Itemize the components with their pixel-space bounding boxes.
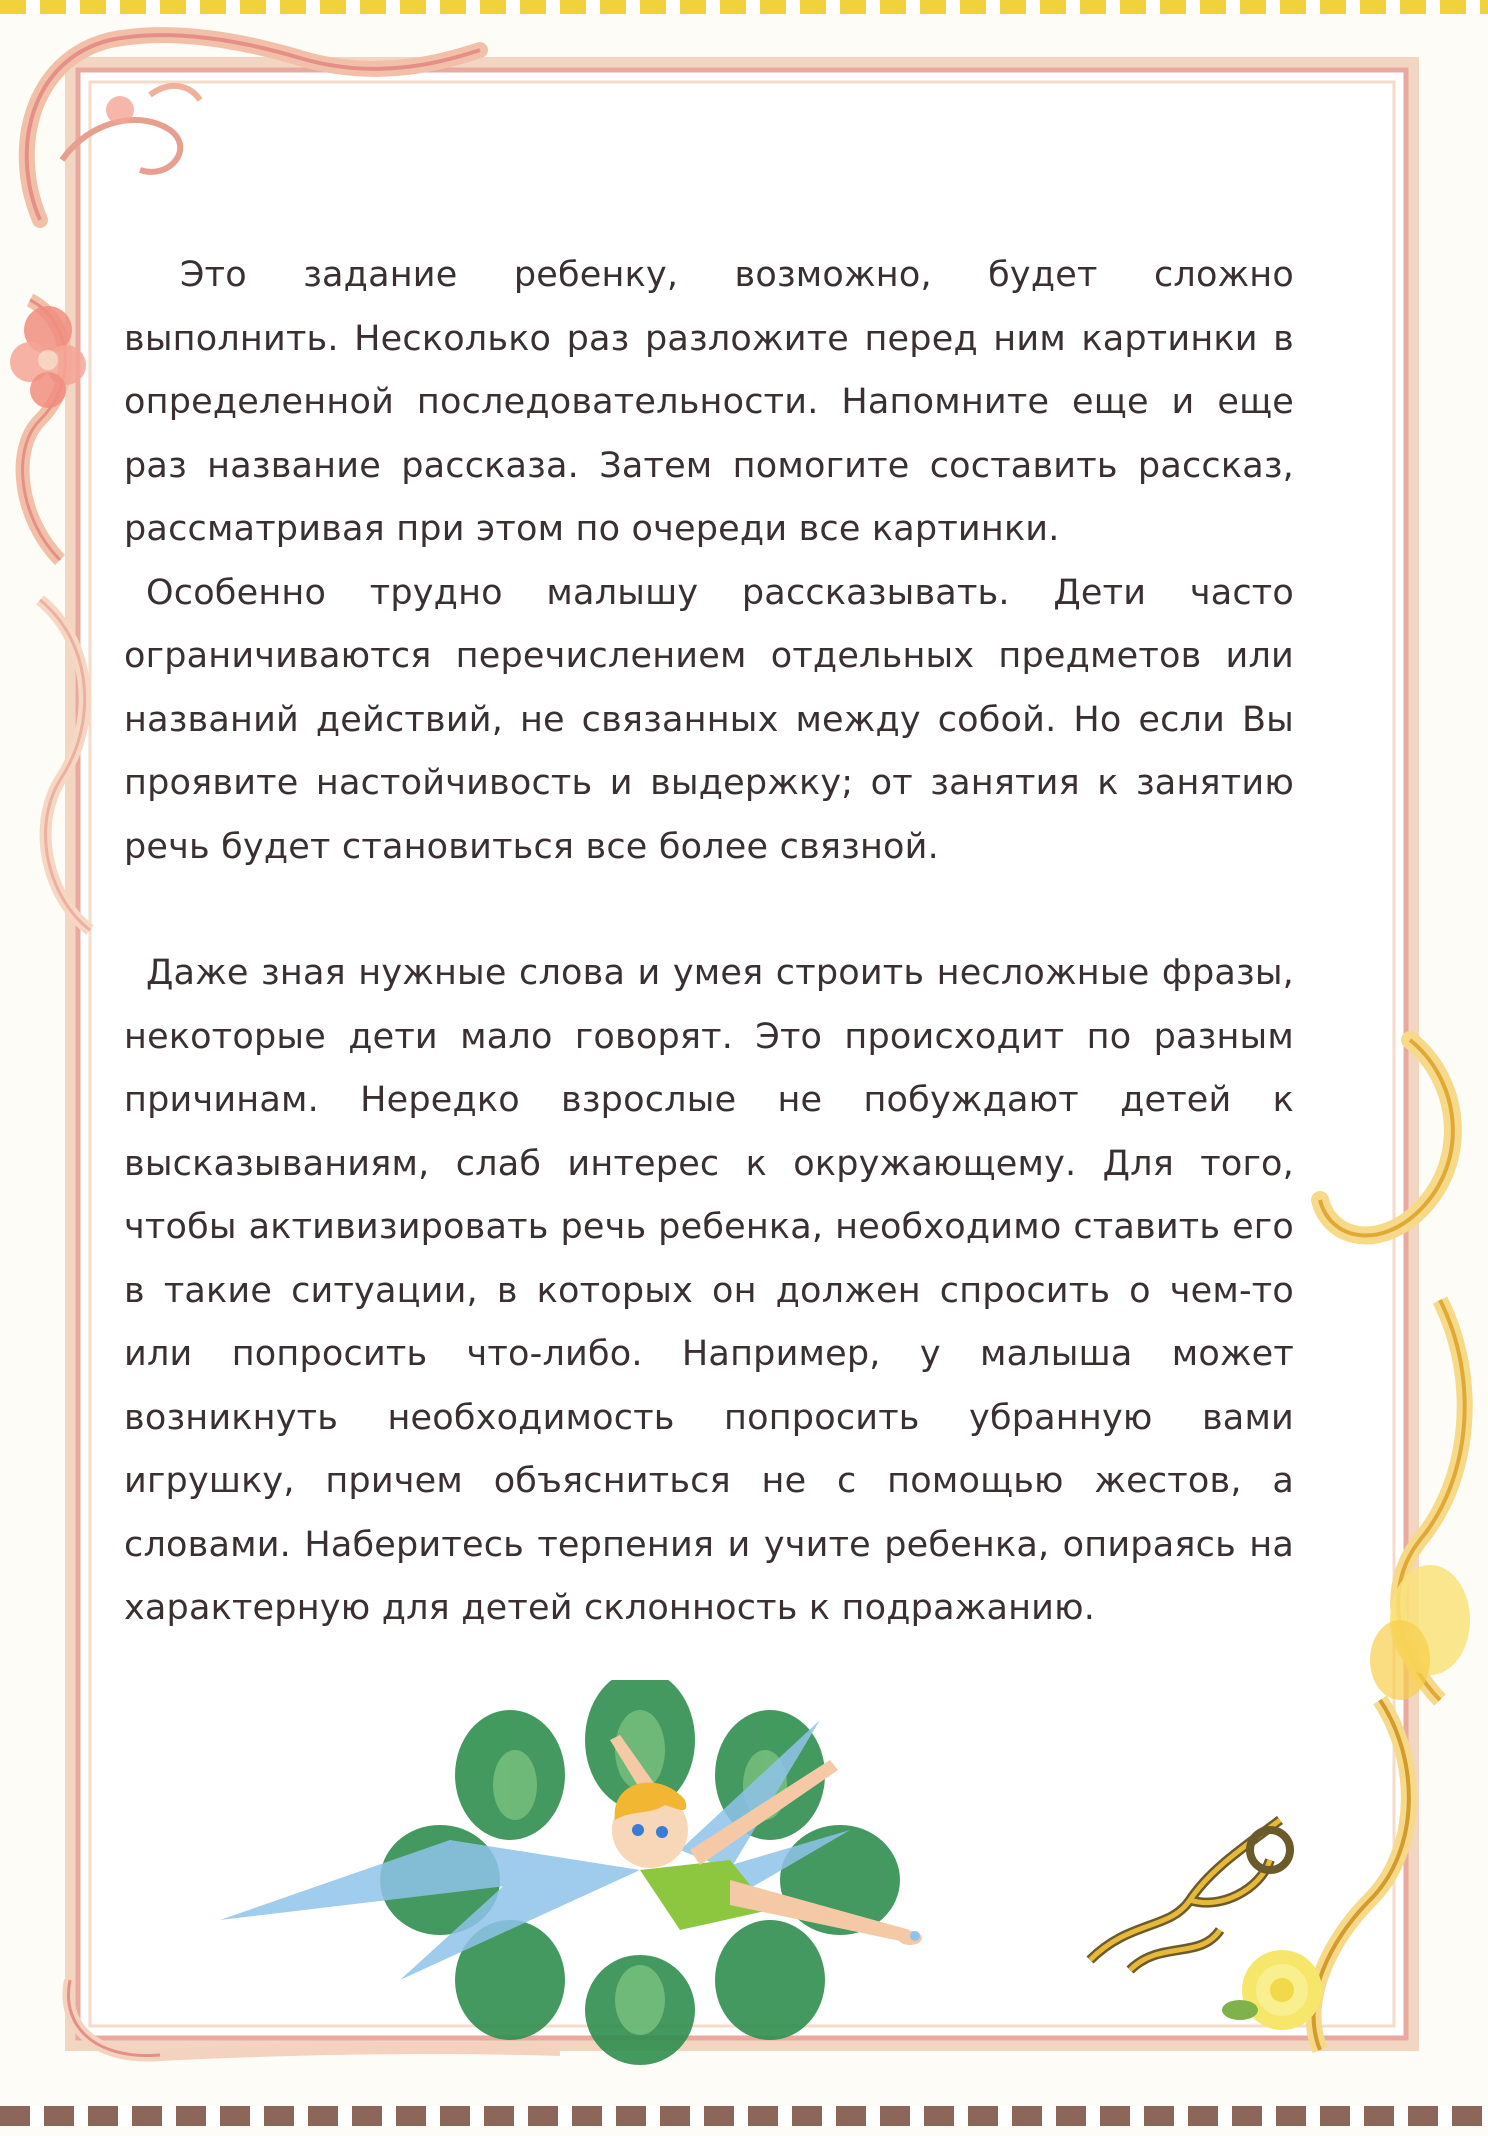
- paragraph-1: Это задание ребенку, возможно, будет сложно выполнить. Несколько раз разложите перед ним картинки в определенной последовательности. Напомните еще и еще раз название рассказа. Затем помогите составить рассказ, рассматривая при этом по очереди все картинки.: [124, 255, 1294, 549]
- fairy-illustration: [210, 1680, 1070, 2070]
- body-text: [124, 244, 1294, 1641]
- bottom-dashed-border: [0, 2106, 1488, 2126]
- rose-ornament: [1070, 1760, 1330, 2040]
- paragraph-3: Даже зная нужные слова и умея строить несложные фразы, некоторые дети мало говорят. Это происходит по разным причинам. Нередко взрослые не побуждают детей к высказываниям, слаб интерес к окружающему. Для того, чтобы активизировать речь ребенка, необходимо ставить его в такие ситуации, в которых он должен спросить о чем-то или попросить что-либо. Например, у малыша может возникнуть необходимость попросить убранную вами игрушку, причем объясниться не с помощью жестов, а словами. Наберитесь терпения и учите ребенка, опираясь на характерную для детей склонность к подражанию.: [124, 953, 1294, 1628]
- yellow-rose: [1222, 1950, 1322, 2030]
- paragraph-2: Особенно трудно малышу рассказывать. Дети часто ограничиваются перечислением отдельных предметов или названий действий, не связанных между собой. Но если Вы проявите настойчивость и выдержку; от занятия к занятию речь будет становиться все более связной.: [124, 572, 1294, 867]
